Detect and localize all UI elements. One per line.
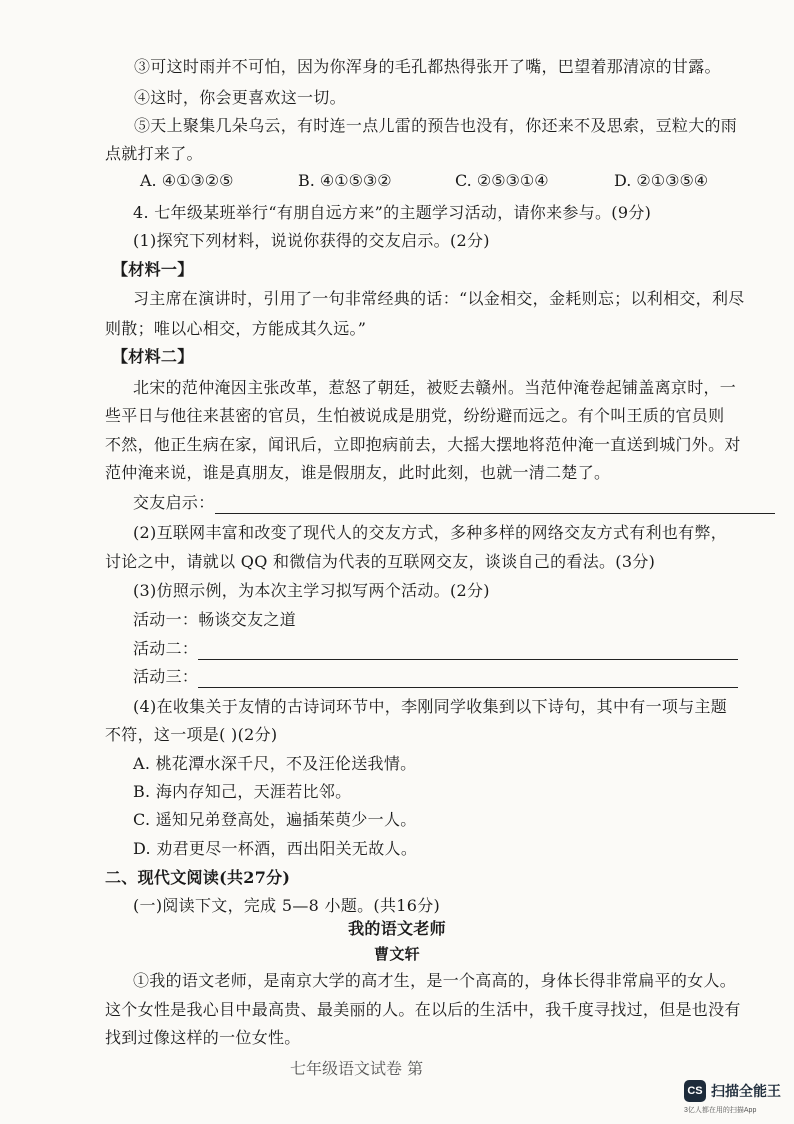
scanner-watermark <box>684 1080 784 1120</box>
option-b: B. ④①⑤③② <box>298 171 392 190</box>
question-4-2: 讨论之中，请就以 QQ 和微信为代表的互联网交友，谈谈自己的看法。(3分) <box>105 552 656 571</box>
brand-name: 扫描全能王 <box>711 1083 781 1099</box>
poem-option-a: A. 桃花潭水深千尺，不及汪伦送我情。 <box>133 754 417 773</box>
activity-2-answer-line[interactable] <box>198 641 738 660</box>
section-2-1-heading: (一)阅读下文，完成 5—8 小题。(共16分) <box>133 896 441 915</box>
question-4-1: (1)探究下列材料，说说你获得的交友启示。(2分) <box>133 231 490 250</box>
material-1-title: 【材料一】 <box>112 260 194 279</box>
camscanner-logo-icon: CS <box>684 1080 706 1102</box>
article-paragraph-line: 这个女性是我心目中最高贵、最美丽的人。在以后的生活中，我千度寻找过，但是也没有 <box>105 1000 741 1019</box>
question-4: 4. 七年级某班举行“有朋自远方来”的主题学习活动，请你来参与。(9分) <box>133 203 652 222</box>
section-2-heading: 二、现代文阅读(共27分) <box>105 868 291 887</box>
answer-options <box>0 170 794 194</box>
poem-option-b: B. 海内存知己，天涯若比邻。 <box>133 782 352 801</box>
material-1-line: 则散；唯以心相交，方能成其久远。” <box>105 319 367 338</box>
insight-row <box>133 492 775 514</box>
option-a: A. ④①③②⑤ <box>140 171 234 190</box>
option-d: D. ②①③⑤④ <box>614 171 709 190</box>
question-4-2: (2)互联网丰富和改变了现代人的交友方式，多种多样的网络交友方式有利也有弊， <box>133 523 728 542</box>
activity-2-row <box>133 638 738 660</box>
activity-2-label: 活动二： <box>133 639 199 658</box>
question-4-3: (3)仿照示例，为本次主学习拟写两个活动。(2分) <box>133 581 490 600</box>
question-4-4: 不符，这一项是( )(2分) <box>105 725 278 744</box>
article-paragraph-line: ①我的语文老师，是南京大学的高才生，是一个高高的，身体长得非常扁平的女人。 <box>133 971 737 990</box>
activity-3-answer-line[interactable] <box>198 669 738 688</box>
material-1-line: 习主席在演讲时，引用了一句非常经典的话：“以金相交，金耗则忘；以利相交，利尽 <box>133 289 745 308</box>
insight-label: 交友启示： <box>133 493 215 512</box>
activity-3-row <box>133 666 738 688</box>
material-2-line: 不然，他正生病在家，闻讯后，立即抱病前去，大摇大摆地将范仲淹一直送到城门外。对 <box>105 435 741 454</box>
insight-answer-line[interactable] <box>215 495 775 514</box>
text-line: ④这时，你会更喜欢这一切。 <box>134 88 346 107</box>
question-4-4: (4)在收集关于友情的古诗词环节中，李刚同学收集到以下诗句，其中有一项与主题 <box>133 697 728 716</box>
text-line: 点就打来了。 <box>105 144 203 163</box>
article-author: 曹文轩 <box>374 945 420 963</box>
material-2-line: 些平日与他往来甚密的官员，生怕被说成是朋党，纷纷避而远之。有个叫王质的官员则 <box>105 406 725 425</box>
material-2-title: 【材料二】 <box>112 347 194 366</box>
option-c: C. ②⑤③①④ <box>455 171 549 190</box>
article-paragraph-line: 找到过像这样的一位女性。 <box>105 1028 301 1047</box>
article-title: 我的语文老师 <box>348 919 446 938</box>
text-line: ③可这时雨并不可怕，因为你浑身的毛孔都热得张开了嘴，巴望着那清凉的甘露。 <box>134 57 721 76</box>
activity-1: 活动一：畅谈交友之道 <box>133 610 297 629</box>
brand-tagline: 3亿人都在用的扫描App <box>684 1107 757 1114</box>
text-line: ⑤天上聚集几朵乌云，有时连一点儿雷的预告也没有，你还来不及思索，豆粒大的雨 <box>134 116 738 135</box>
material-2-line: 北宋的范仲淹因主张改革，惹怒了朝廷，被贬去赣州。当范仲淹卷起铺盖离京时，一 <box>133 378 737 397</box>
activity-3-label: 活动三： <box>133 667 199 686</box>
poem-option-c: C. 遥知兄弟登高处，遍插茱萸少一人。 <box>133 810 417 829</box>
material-2-line: 范仲淹来说，谁是真朋友，谁是假朋友，此时此刻，也就一清二楚了。 <box>105 463 611 482</box>
page-footer-cut: 七年级语文试卷 第 <box>290 1059 424 1078</box>
poem-option-d: D. 劝君更尽一杯酒，西出阳关无故人。 <box>133 839 418 858</box>
